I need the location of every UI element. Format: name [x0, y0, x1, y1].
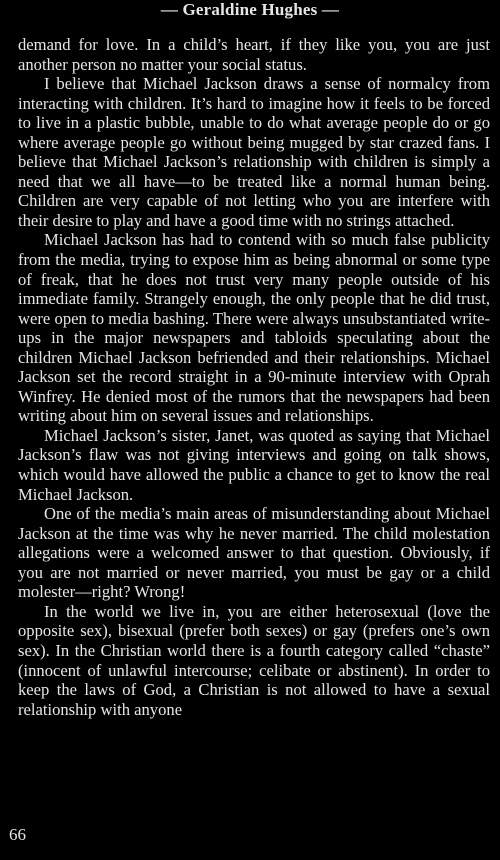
paragraph: In the world we live in, you are either heterosexual (love the opposite sex), bisexual (prefer both sexes) or gay (prefers one’s own sex). In the Christian world there is a fourth category called “chaste” (innocent of unlawful intercourse; celibate or abstinent). In order to keep the laws of God, a Christian is not allowed to have a sexual relationship with anyone	[18, 601, 490, 719]
paragraph: One of the media’s main areas of misunderstanding about Michael Jackson at the time was why he never married. The child molestation allegations were a welcomed answer to that question. Obviously, if you are not married or never married, you must be gay or a child molester—right? Wrong!	[18, 504, 490, 602]
paragraph: I believe that Michael Jackson draws a sense of normalcy from interacting with children. It’s hard to imagine how it feels to be forced to live in a plastic bubble, unable to do what average people do or go where average people go without being mugged by star crazed fans. I believe that Michael Jackson’s relationship with children is simply a need that we all have—to be treated like a normal human being. Children are very capable of not letting who you are interfere with their desire to play and have a good time with no strings attached.	[18, 74, 490, 230]
body-text	[18, 35, 490, 719]
running-head: — Geraldine Hughes —	[160, 0, 340, 19]
paragraph: Michael Jackson has had to contend with so much false publicity from the media, trying to expose him as being abnormal or some type of freak, that he does not trust very many people outside of his immediate family. Strangely enough, the only people that he did trust, were open to media bashing. There were always unsubstantiated write-ups in the major newspapers and tabloids speculating about the children Michael Jackson befriended and their relationships. Michael Jackson set the record straight in a 90-minute interview with Oprah Winfrey. He denied most of the rumors that the newspapers had been writing about him on several issues and relationships.	[18, 230, 490, 426]
paragraph: demand for love. In a child’s heart, if they like you, you are just another person no matter your social status.	[18, 35, 490, 74]
page-number: 66	[9, 825, 26, 844]
paragraph: Michael Jackson’s sister, Janet, was quoted as saying that Michael Jackson’s flaw was not giving interviews and going on talk shows, which would have allowed the public a chance to get to know the real Michael Jackson.	[18, 425, 490, 504]
